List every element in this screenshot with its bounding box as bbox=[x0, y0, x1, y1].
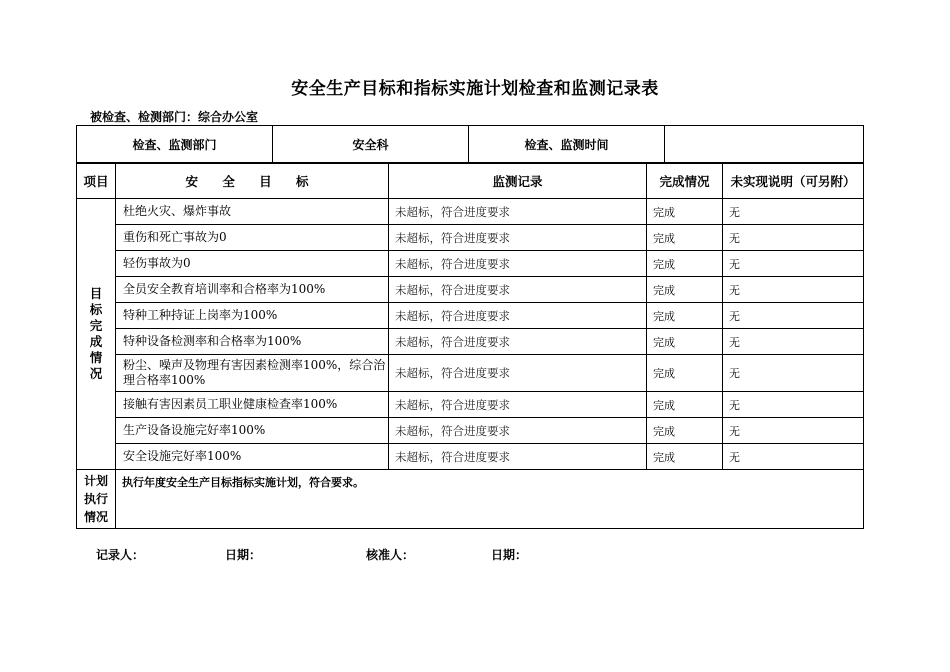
plan-label-line: 情况 bbox=[83, 510, 108, 524]
goal-cell: 重伤和死亡事故为0 bbox=[116, 225, 389, 251]
note-cell: 无 bbox=[723, 392, 864, 418]
note-cell: 无 bbox=[723, 225, 864, 251]
status-cell: 完成 bbox=[647, 418, 723, 444]
header-note: 未实现说明（可另附） bbox=[723, 164, 864, 199]
side-label-char: 况 bbox=[89, 366, 103, 381]
time-label: 检查、监测时间 bbox=[469, 126, 665, 163]
status-cell: 完成 bbox=[647, 444, 723, 470]
status-cell: 完成 bbox=[647, 251, 723, 277]
goal-cell: 全员安全教育培训率和合格率为100% bbox=[116, 277, 389, 303]
table-row bbox=[77, 355, 864, 392]
side-label-char: 情 bbox=[89, 350, 103, 365]
header-goal: 安 全 目 标 bbox=[116, 164, 389, 199]
header-status: 完成情况 bbox=[647, 164, 723, 199]
inspected-dept-line: 被检查、检测部门：综合办公室 bbox=[90, 110, 259, 124]
monitor-cell: 未超标，符合进度要求 bbox=[389, 392, 647, 418]
monitor-cell: 未超标，符合进度要求 bbox=[389, 444, 647, 470]
recorder-label: 记录人： bbox=[96, 548, 145, 562]
goal-cell: 杜绝火灾、爆炸事故 bbox=[116, 199, 389, 225]
note-cell: 无 bbox=[723, 355, 864, 392]
dept-info-row bbox=[77, 126, 864, 163]
status-cell: 完成 bbox=[647, 392, 723, 418]
monitor-cell: 未超标，符合进度要求 bbox=[389, 418, 647, 444]
table-row bbox=[77, 303, 864, 329]
status-cell: 完成 bbox=[647, 329, 723, 355]
table-row bbox=[77, 225, 864, 251]
note-cell: 无 bbox=[723, 199, 864, 225]
header-item: 项目 bbox=[77, 164, 116, 199]
table-row bbox=[77, 392, 864, 418]
plan-execution-text: 执行年度安全生产目标指标实施计划，符合要求。 bbox=[116, 470, 864, 529]
monitor-cell: 未超标，符合进度要求 bbox=[389, 355, 647, 392]
table-row bbox=[77, 329, 864, 355]
goals-table bbox=[76, 163, 864, 529]
table-row bbox=[77, 251, 864, 277]
plan-label-line: 执行 bbox=[83, 492, 108, 506]
note-cell: 无 bbox=[723, 418, 864, 444]
status-cell: 完成 bbox=[647, 355, 723, 392]
monitor-cell: 未超标，符合进度要求 bbox=[389, 329, 647, 355]
goal-cell: 粉尘、噪声及物理有害因素检测率100%，综合治理合格率100% bbox=[116, 355, 389, 392]
goal-cell: 安全设施完好率100% bbox=[116, 444, 389, 470]
goal-cell: 接触有害因素员工职业健康检查率100% bbox=[116, 392, 389, 418]
monitor-cell: 未超标，符合进度要求 bbox=[389, 277, 647, 303]
monitor-cell: 未超标，符合进度要求 bbox=[389, 251, 647, 277]
goal-cell: 生产设备设施完好率100% bbox=[116, 418, 389, 444]
goal-cell: 特种工种持证上岗率为100% bbox=[116, 303, 389, 329]
monitor-cell: 未超标，符合进度要求 bbox=[389, 199, 647, 225]
side-label-char: 成 bbox=[89, 334, 103, 349]
plan-execution-label bbox=[77, 470, 116, 529]
plan-row bbox=[77, 470, 864, 529]
approver-label: 核准人： bbox=[366, 548, 415, 562]
status-cell: 完成 bbox=[647, 303, 723, 329]
table-row bbox=[77, 444, 864, 470]
note-cell: 无 bbox=[723, 251, 864, 277]
monitor-cell: 未超标，符合进度要求 bbox=[389, 225, 647, 251]
table-row bbox=[77, 199, 864, 225]
side-label-char: 完 bbox=[89, 318, 103, 333]
note-cell: 无 bbox=[723, 277, 864, 303]
time-value bbox=[665, 126, 864, 163]
dept-info-table bbox=[76, 125, 864, 163]
plan-label-line: 计划 bbox=[83, 474, 108, 488]
header-monitor: 监测记录 bbox=[389, 164, 647, 199]
monitor-cell: 未超标，符合进度要求 bbox=[389, 303, 647, 329]
status-cell: 完成 bbox=[647, 225, 723, 251]
goal-completion-label bbox=[77, 199, 116, 470]
dept-label: 检查、监测部门 bbox=[77, 126, 273, 163]
table-row bbox=[77, 277, 864, 303]
status-cell: 完成 bbox=[647, 199, 723, 225]
document-title: 安全生产目标和指标实施计划检查和监测记录表 bbox=[291, 79, 659, 99]
date-label-1: 日期： bbox=[225, 548, 262, 562]
side-label-char: 目 bbox=[89, 286, 103, 301]
goal-cell: 轻伤事故为0 bbox=[116, 251, 389, 277]
goal-cell: 特种设备检测率和合格率为100% bbox=[116, 329, 389, 355]
dept-value: 安全科 bbox=[273, 126, 469, 163]
side-label-char: 标 bbox=[89, 302, 103, 317]
table-row bbox=[77, 418, 864, 444]
status-cell: 完成 bbox=[647, 277, 723, 303]
date-label-2: 日期： bbox=[491, 548, 528, 562]
table-header-row bbox=[77, 164, 864, 199]
note-cell: 无 bbox=[723, 329, 864, 355]
note-cell: 无 bbox=[723, 303, 864, 329]
note-cell: 无 bbox=[723, 444, 864, 470]
